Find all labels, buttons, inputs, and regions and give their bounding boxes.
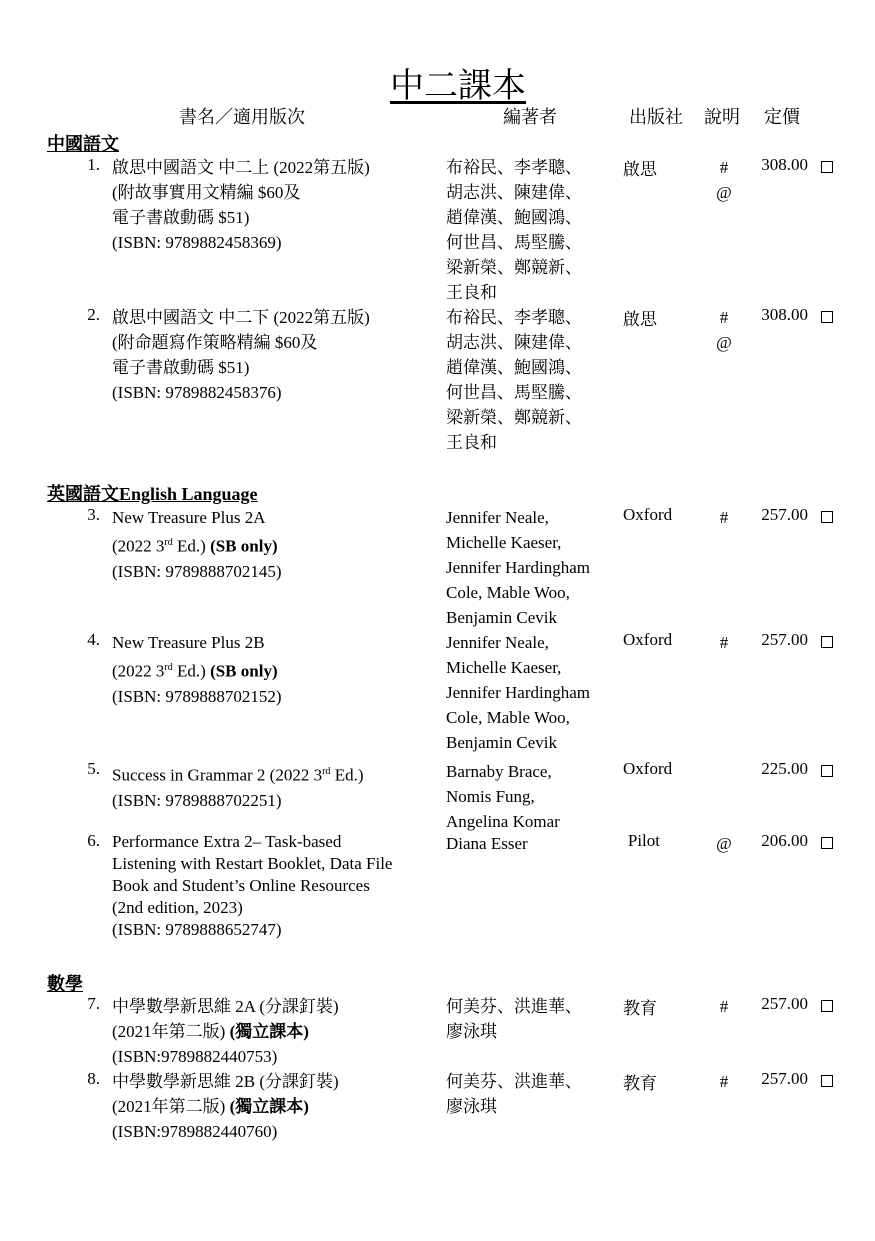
book-price: 225.00 bbox=[761, 759, 808, 778]
book-price: 257.00 bbox=[761, 994, 808, 1013]
book-title: 中學數學新思維 2B (分課釘裝) (2021年第二版) (獨立課本) (ISBN:9789882440760) bbox=[112, 1072, 339, 1141]
book-note: # bbox=[719, 633, 729, 652]
item-number: 1. bbox=[87, 155, 100, 174]
select-checkbox[interactable] bbox=[821, 511, 833, 523]
select-checkbox[interactable] bbox=[821, 1075, 833, 1087]
book-title: 中學數學新思維 2A (分課釘裝) (2021年第二版) (獨立課本) (ISBN:9789882440753) bbox=[112, 997, 339, 1066]
book-price: 257.00 bbox=[761, 630, 808, 649]
item-number: 5. bbox=[87, 759, 100, 778]
book-price: 308.00 bbox=[761, 155, 808, 174]
book-publisher: Pilot bbox=[627, 831, 660, 850]
header-price: 定價 bbox=[764, 107, 800, 127]
book-note: # @ bbox=[716, 158, 732, 202]
item-number: 8. bbox=[87, 1069, 100, 1088]
select-checkbox[interactable] bbox=[821, 765, 833, 777]
book-title: New Treasure Plus 2A (2022 3rd Ed.) (SB only) (ISBN: 9789888702145) bbox=[112, 508, 282, 581]
book-authors: Diana Esser bbox=[446, 834, 528, 853]
book-price: 257.00 bbox=[761, 1069, 808, 1088]
book-publisher: Oxford bbox=[623, 759, 673, 778]
book-authors: Jennifer Neale, Michelle Kaeser, Jennifer Hardingham Cole, Mable Woo, Benjamin Cevik bbox=[446, 508, 590, 627]
book-publisher: 啟思 bbox=[623, 160, 657, 179]
book-title: Performance Extra 2– Task-based Listening with Restart Booklet, Data File Book and Student’s Online Resources (2nd edition, 2023) (ISBN: 9789888652747) bbox=[112, 832, 393, 939]
book-publisher: Oxford bbox=[623, 630, 673, 649]
book-authors: 布裕民、李孝聰、 胡志洪、陳建偉、 趙偉漢、鮑國鴻、 何世昌、馬堅騰、 梁新榮、鄭競新、 王良和 bbox=[446, 158, 582, 302]
item-number: 4. bbox=[87, 630, 100, 649]
section-chinese: 中國語文 bbox=[47, 134, 119, 154]
header-note: 說明 bbox=[704, 107, 740, 127]
book-note: # @ bbox=[716, 308, 732, 352]
book-publisher: Oxford bbox=[623, 505, 673, 524]
book-note: @ bbox=[716, 834, 732, 853]
item-number: 2. bbox=[87, 305, 100, 324]
book-publisher: 啟思 bbox=[623, 310, 657, 329]
item-number: 6. bbox=[87, 831, 100, 850]
item-number: 3. bbox=[87, 505, 100, 524]
book-authors: 何美芬、洪進華、 廖泳琪 bbox=[446, 1072, 582, 1116]
book-title: 啟思中國語文 中二下 (2022第五版) (附命題寫作策略精編 $60及 電子書啟動碼 $51) (ISBN: 9789882458376) bbox=[112, 308, 370, 402]
book-title: New Treasure Plus 2B (2022 3rd Ed.) (SB only) (ISBN: 9789888702152) bbox=[112, 633, 282, 706]
book-note: # bbox=[719, 508, 729, 527]
book-publisher: 教育 bbox=[623, 1074, 657, 1093]
section-english: 英國語文English Language bbox=[47, 484, 258, 504]
book-price: 206.00 bbox=[761, 831, 808, 850]
header-author: 編著者 bbox=[503, 107, 557, 127]
select-checkbox[interactable] bbox=[821, 161, 833, 173]
section-math: 數學 bbox=[47, 974, 83, 994]
book-title: 啟思中國語文 中二上 (2022第五版) (附故事實用文精編 $60及 電子書啟動碼 $51) (ISBN: 9789882458369) bbox=[112, 158, 370, 252]
select-checkbox[interactable] bbox=[821, 1000, 833, 1012]
select-checkbox[interactable] bbox=[821, 837, 833, 849]
book-authors: 何美芬、洪進華、 廖泳琪 bbox=[446, 997, 582, 1041]
book-price: 308.00 bbox=[761, 305, 808, 324]
book-price: 257.00 bbox=[761, 505, 808, 524]
book-authors: Barnaby Brace, Nomis Fung, Angelina Komar bbox=[446, 762, 560, 831]
item-number: 7. bbox=[87, 994, 100, 1013]
book-authors: 布裕民、李孝聰、 胡志洪、陳建偉、 趙偉漢、鮑國鴻、 何世昌、馬堅騰、 梁新榮、鄭競新、 王良和 bbox=[446, 308, 582, 452]
page-title: 中二課本 bbox=[390, 68, 526, 105]
select-checkbox[interactable] bbox=[821, 636, 833, 648]
book-title: Success in Grammar 2 (2022 3rd Ed.) (ISBN: 9789888702251) bbox=[112, 765, 364, 810]
select-checkbox[interactable] bbox=[821, 311, 833, 323]
header-book: 書名／適用版次 bbox=[179, 107, 305, 127]
book-authors: Jennifer Neale, Michelle Kaeser, Jennifer Hardingham Cole, Mable Woo, Benjamin Cevik bbox=[446, 633, 590, 752]
book-note: # bbox=[719, 1072, 729, 1091]
header-publisher: 出版社 bbox=[629, 107, 683, 127]
book-note: # bbox=[719, 997, 729, 1016]
book-publisher: 教育 bbox=[623, 999, 657, 1018]
